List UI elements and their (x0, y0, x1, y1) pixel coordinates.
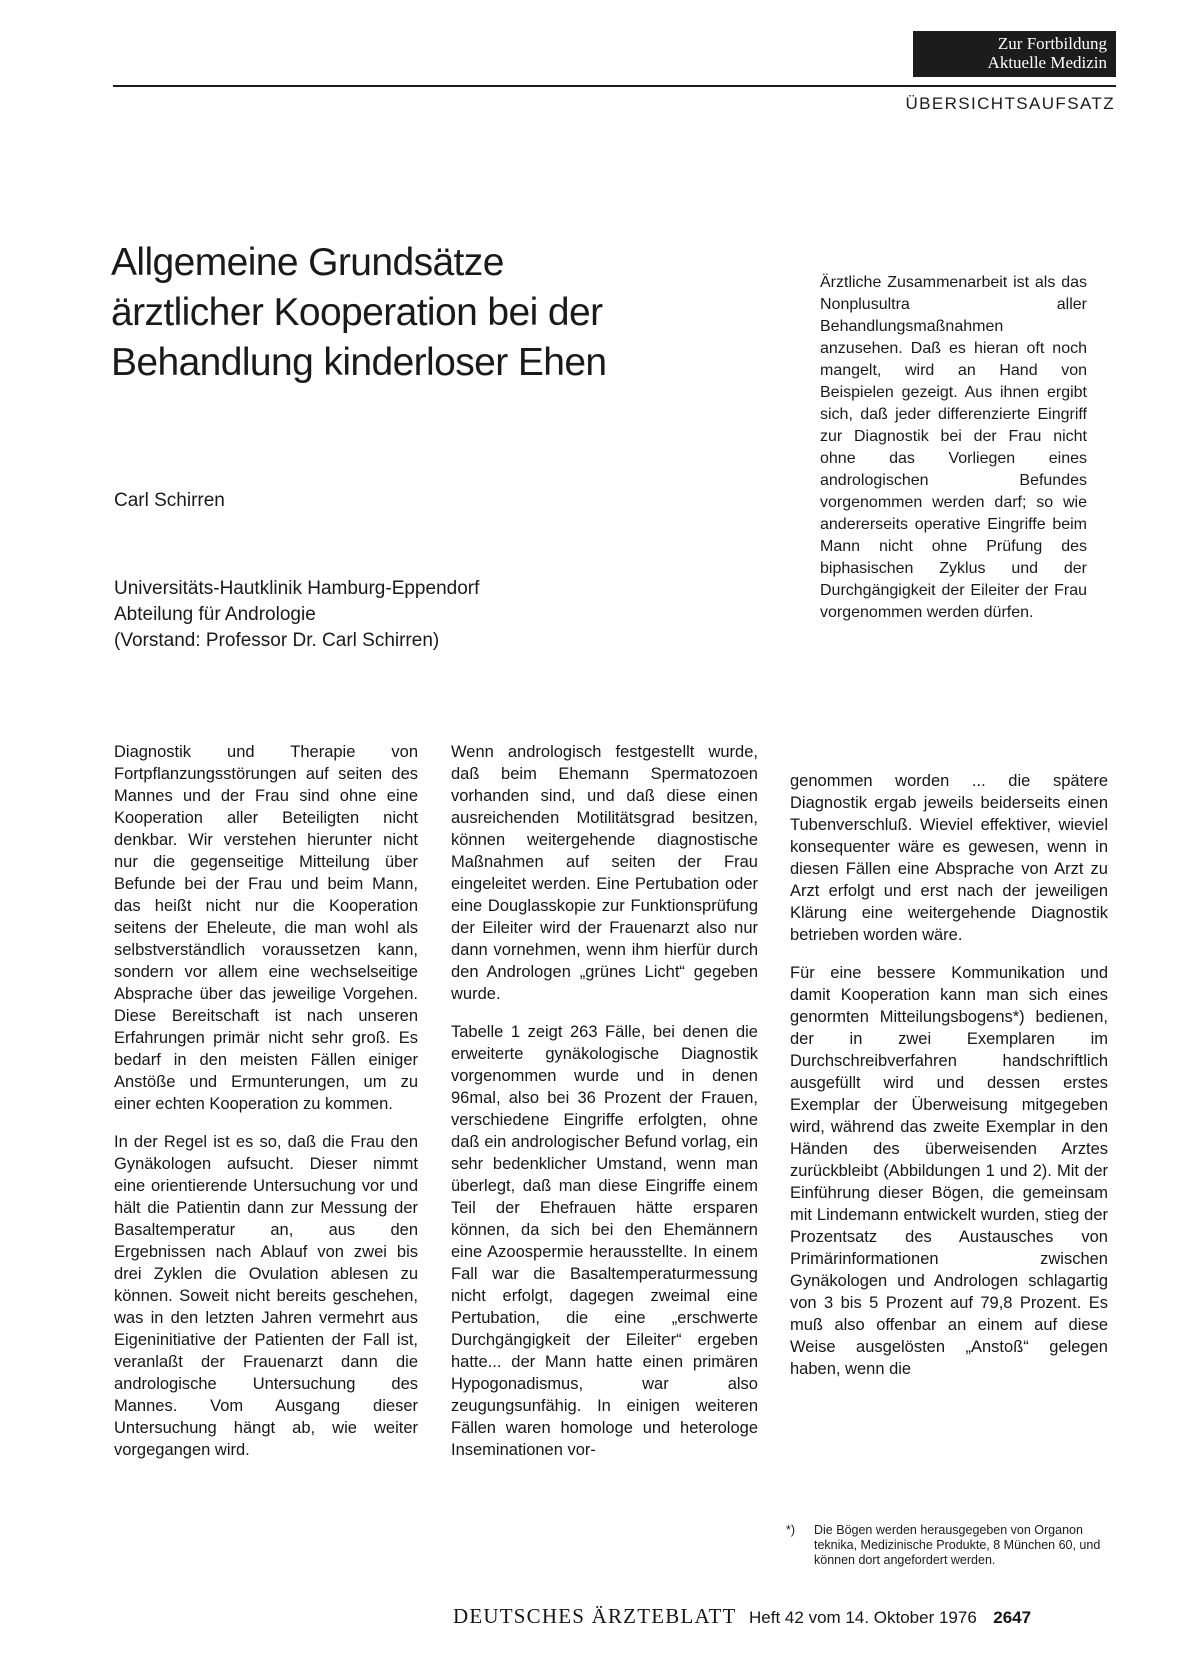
page-number: 2647 (993, 1608, 1032, 1627)
abstract: Ärztliche Zusammenarbeit ist als das Nonplusultra aller Behandlungsmaßnahmen anzusehen. Daß es hieran oft noch mangelt, wird an Hand von Beispielen gezeigt. Aus ihnen ergibt sich, daß jeder differenzierte Eingriff zur Diagnostik bei der Frau nicht ohne das Vorliegen eines andrologischen Befundes vorgenommen werden darf; so wie andererseits operative Eingriffe beim Mann nicht ohne Prüfung des biphasischen Zyklus und der Durchgängigkeit der Eileiter der Frau vorgenommen werden dürfen. (820, 274, 1087, 621)
title-line-1: Allgemeine Grundsätze (111, 241, 504, 284)
journal-name: DEUTSCHES ÄRZTEBLATT (453, 1604, 737, 1628)
affiliation-line-1: Universitäts-Hautklinik Hamburg-Eppendorf (114, 578, 480, 599)
footnote-text: Die Bögen werden herausgegeben von Organon teknika, Medizinische Produkte, 8 München 60, und können dort angefordert werden. (814, 1523, 1101, 1567)
title-line-2: ärztlicher Kooperation bei der (111, 291, 603, 334)
badge-line-2: Aktuelle Medizin (987, 53, 1107, 72)
paragraph: Wenn andrologisch festgestellt wurde, daß beim Ehemann Spermatozoen vorhanden sind, und daß diese einen ausreichenden Motilitätsgrad besitzen, können weitergehende diagnostische Maßnahmen auf seiten der Frau eingeleitet werden. Eine Pertubation oder eine Douglasskopie zur Funktionsprüfung der Eileiter wird der Frauenarzt also nur dann vornehmen, wenn ihm hierfür durch den Andrologen „grünes Licht“ gegeben wurde. (451, 743, 758, 1003)
author-name: Carl Schirren (114, 490, 225, 511)
paragraph: Tabelle 1 zeigt 263 Fälle, bei denen die erweiterte gynäkologische Diagnostik vorgenommen wurde und in denen 96mal, also bei 36 Prozent der Frauen, verschiedene Eingriffe erfolgten, ohne daß ein andrologischer Befund vorlag, ein sehr bedenklicher Umstand, wenn man überlegt, daß man diese Eingriffe einem Teil der Ehefrauen hätte ersparen können, da sich bei den Ehemännern eine Azoospermie herausstellte. In einem Fall war die Basaltemperaturmessung nicht erfolgt, dagegen zweimal eine Pertubation, die eine „erschwerte Durchgängigkeit der Eileiter“ ergeben hatte... der Mann hatte einen primären Hypogonadismus, war also zeugungsunfähig. In einigen weiteren Fällen waren homologe und heterologe Inseminationen vor- (451, 1023, 758, 1459)
article-title (111, 238, 771, 388)
paragraph: Diagnostik und Therapie von Fortpflanzungsstörungen auf seiten des Mannes und der Frau sind ohne eine Kooperation aller Beteiligten nicht denkbar. Wir verstehen hierunter nicht nur die gegenseitige Mitteilung über Befunde bei der Frau und beim Mann, das heißt nicht nur die Kooperation seitens der Eheleute, die man wohl als selbstverständlich voraussetzen kann, sondern vor allem eine wechselseitige Absprache über das jeweilige Vorgehen. Diese Bereitschaft ist nach unseren Erfahrungen primär nicht sehr groß. Es bedarf in den meisten Fällen einiger Anstöße und Ermunterungen, um zu einer echten Kooperation zu kommen. (114, 743, 418, 1113)
paragraph: Für eine bessere Kommunikation und damit Kooperation kann man sich eines genormten Mitteilungsbogens*) bedienen, der in zwei Exemplaren im Durchschreibverfahren handschriftlich ausgefüllt wird und dessen erstes Exemplar der Überweisung mitgegeben wird, während das zweite Exemplar in den Händen des überweisenden Arztes zurückbleibt (Abbildungen 1 und 2). Mit der Einführung dieser Bögen, die gemeinsam mit Lindemann entwickelt wurden, stieg der Prozentsatz des Austausches von Primärinformationen zwischen Gynäkologen und Andrologen schlagartig von 3 bis 5 Prozent auf 79,8 Prozent. Es muß also offenbar an einem auf diese Weise ausgelösten „Anstoß“ gelegen haben, wenn die (790, 964, 1108, 1378)
section-label: ÜBERSICHTSAUFSATZ (905, 94, 1115, 113)
footnote-mark: *) (786, 1523, 796, 1537)
paragraph: genommen worden ... die spätere Diagnostik ergab jeweils beiderseits einen Tubenverschluß. Wieviel effektiver, wieviel konsequenter wäre es gewesen, wenn in diesen Fällen eine Absprache von Arzt zu Arzt erfolgt und erst nach der jeweiligen Klärung eine weitergehende Diagnostik betrieben worden wäre. (790, 772, 1108, 944)
body-column-1 (114, 741, 418, 1477)
affiliation-line-2: Abteilung für Andrologie (114, 604, 316, 625)
header-rule (113, 85, 1116, 87)
body-column-3 (790, 770, 1108, 1396)
body-column-2 (451, 741, 758, 1477)
badge-line-1: Zur Fortbildung (997, 34, 1107, 53)
affiliation-line-3: (Vorstand: Professor Dr. Carl Schirren) (114, 630, 440, 651)
issue-info: Heft 42 vom 14. Oktober 1976 (749, 1608, 977, 1627)
paragraph: In der Regel ist es so, daß die Frau den Gynäkologen aufsucht. Dieser nimmt eine orientierende Untersuchung vor und hält die Patientin dann zur Messung der Basaltemperatur an, aus den Ergebnissen nach Ablauf von zwei bis drei Zyklen die Ovulation ablesen zu können. Soweit nicht bereits geschehen, was in den letzten Jahren vermehrt aus Eigeninitiative der Patienten der Fall ist, veranlaßt der Frauenarzt dann die andrologische Untersuchung des Mannes. Vom Ausgang dieser Untersuchung hängt ab, wie weiter vorgegangen wird. (114, 1133, 418, 1459)
affiliation (114, 576, 479, 654)
page-footer (453, 1604, 1031, 1629)
section-badge (913, 31, 1116, 77)
footnote (786, 1523, 1106, 1568)
title-line-3: Behandlung kinderloser Ehen (111, 341, 607, 384)
